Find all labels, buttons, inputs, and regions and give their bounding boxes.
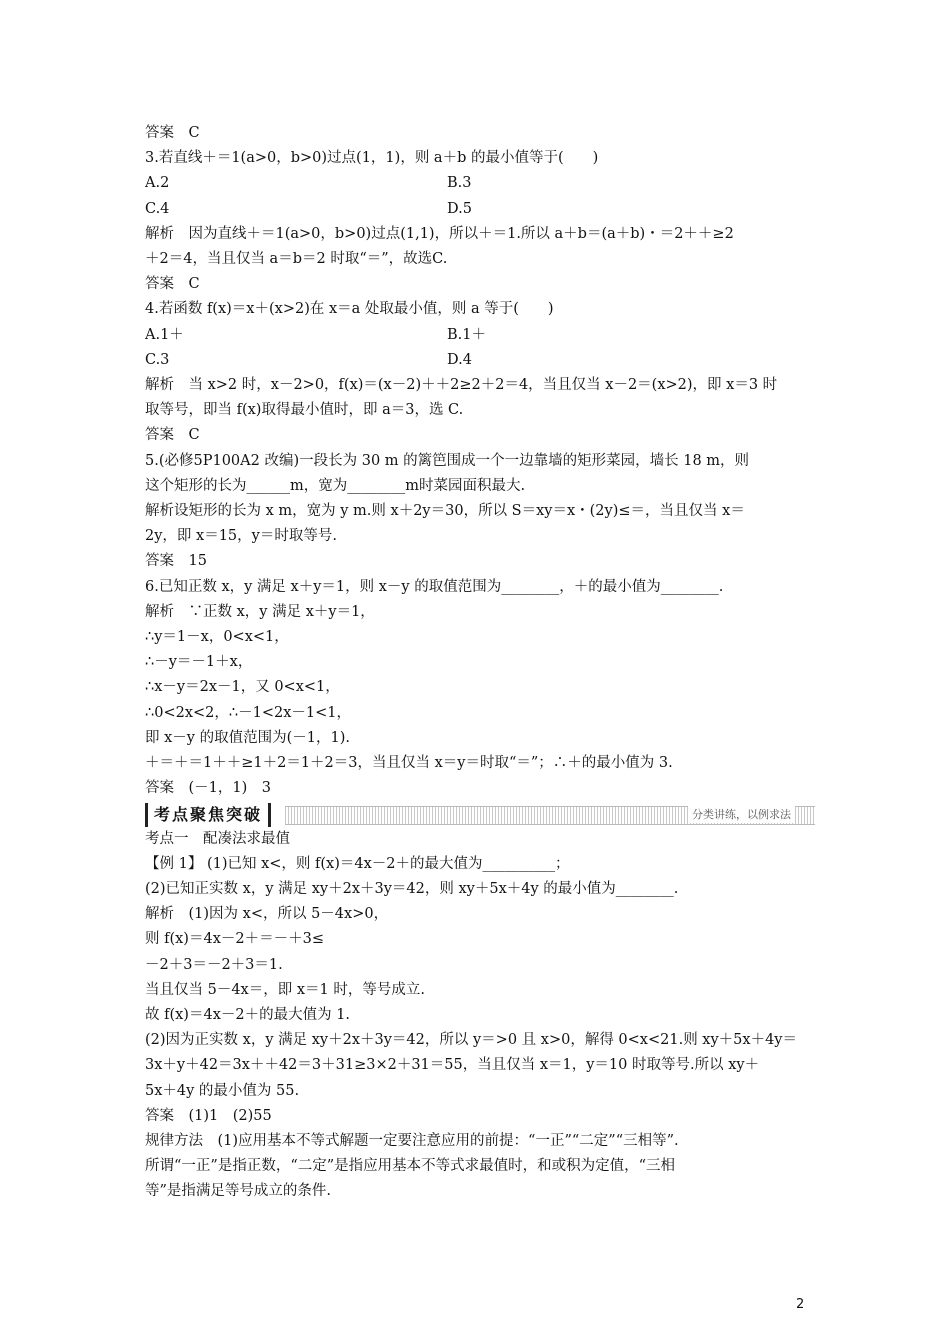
option-label: D.4 [447, 351, 472, 368]
option-label: C.4 [145, 200, 170, 217]
option-label: D.5 [447, 200, 472, 217]
text-line: 即 x－y 的取值范围为(－1，1). [145, 729, 350, 746]
text-line: 答案 (1)1 (2)55 [145, 1107, 272, 1124]
text-line: 【例 1】 (1)已知 x<，则 f(x)＝4x－2＋的最大值为__________； [145, 855, 570, 872]
text-line: －2＋3＝－2＋3＝1. [145, 956, 283, 973]
text-line: 答案 C [145, 276, 200, 293]
text-line: 当且仅当 5－4x＝，即 x＝1 时，等号成立. [145, 981, 425, 998]
text-line: 5x＋4y 的最小值为 55. [145, 1082, 300, 1099]
text-line: 答案 C [145, 125, 200, 141]
banner-title: 考点聚焦突破 [145, 803, 271, 827]
text-line: ∴－y＝－1＋x， [145, 654, 253, 671]
text-line: ∴0<2x<2，∴－1<2x－1<1， [145, 704, 351, 721]
text-line: 解析 因为直线＋＝1(a>0，b>0)过点(1,1)，所以＋＝1.所以 a＋b＝(a＋b)・＝2＋＋≥2 [145, 225, 734, 242]
text-line: 解析设矩形的长为 x m，宽为 y m.则 x＋2y＝30，所以 S＝xy＝x・(2y)≤＝，当且仅当 x＝ [145, 503, 745, 519]
page-number: 2 [796, 1297, 805, 1312]
option-label: B.1＋ [447, 326, 486, 343]
text-line: 解析 ∵正数 x，y 满足 x＋y＝1， [145, 603, 375, 620]
text-line: ＋＝＋＝1＋＋≥1＋2＝1＋2＝3，当且仅当 x＝y＝时取“＝”；∴＋的最小值为 3. [145, 755, 673, 771]
text-line: 解析 当 x>2 时，x－2>0，f(x)＝(x－2)＋＋2≥2＋2＝4，当且仅当 x－2＝(x>2)，即 x＝3 时 [145, 377, 778, 393]
text-line: 所谓“一正”是指正数，“二定”是指应用基本不等式求最值时，和或积为定值，“三相 [145, 1158, 676, 1175]
text-line: 2y，即 x＝15，y＝时取等号. [145, 528, 337, 545]
text-line: 答案 15 [145, 553, 207, 570]
text-line: 考点一 配凑法求最值 [145, 830, 290, 847]
text-line: 4.若函数 f(x)＝x＋(x>2)在 x＝a 处取最小值，则 a 等于( ) [145, 301, 554, 318]
text-line: (2)已知正实数 x，y 满足 xy＋2x＋3y＝42，则 xy＋5x＋4y 的最小值为________. [145, 881, 679, 897]
text-line: 故 f(x)＝4x－2＋的最大值为 1. [145, 1007, 351, 1023]
text-line: 这个矩形的长为______m，宽为________m时菜园面积最大. [145, 477, 526, 494]
section-banner [145, 803, 815, 827]
text-line: 则 f(x)＝4x－2＋＝－＋3≤ [145, 931, 324, 948]
text-line: ∴y＝1－x，0<x<1， [145, 629, 289, 645]
text-line: 取等号，即当 f(x)取得最小值时，即 a＝3，选 C. [145, 402, 464, 419]
text-line: 3x＋y＋42＝3x＋＋42＝3＋31≥3×2＋31＝55，当且仅当 x＝1，y＝10 时取等号.所以 xy＋ [145, 1057, 760, 1074]
text-line: (2)因为正实数 x，y 满足 xy＋2x＋3y＝42，所以 y＝>0 且 x>0，解得 0<x<21.则 xy＋5x＋4y＝ [145, 1032, 797, 1049]
option-label: A.1＋ [145, 326, 184, 343]
option-label: A.2 [145, 175, 170, 192]
text-line: 3.若直线＋＝1(a>0，b>0)过点(1，1)，则 a＋b 的最小值等于( ) [145, 150, 599, 167]
banner-note: 分类讲练，以例求法 [688, 806, 795, 823]
text-line: 解析 (1)因为 x<，所以 5－4x>0， [145, 906, 389, 923]
option-label: C.3 [145, 351, 170, 368]
text-line: 规律方法 (1)应用基本不等式解题一定要注意应用的前提：“一正”“二定”“三相等”. [145, 1133, 679, 1149]
text-line: 6.已知正数 x，y 满足 x＋y＝1，则 x－y 的取值范围为________，＋的最小值为________. [145, 578, 724, 595]
text-line: 5.(必修5P100A2 改编)一段长为 30 m 的篱笆围成一个一边靠墙的矩形菜园，墙长 18 m，则 [145, 452, 750, 469]
text-line: 答案 (－1，1) 3 [145, 780, 271, 797]
text-line: 等”是指满足等号成立的条件. [145, 1183, 332, 1200]
option-label: B.3 [447, 175, 472, 192]
text-line: ∴x－y＝2x－1，又 0<x<1， [145, 679, 340, 696]
text-line: 答案 C [145, 427, 200, 444]
text-line: ＋2＝4，当且仅当 a＝b＝2 时取“＝”，故选C. [145, 251, 448, 267]
